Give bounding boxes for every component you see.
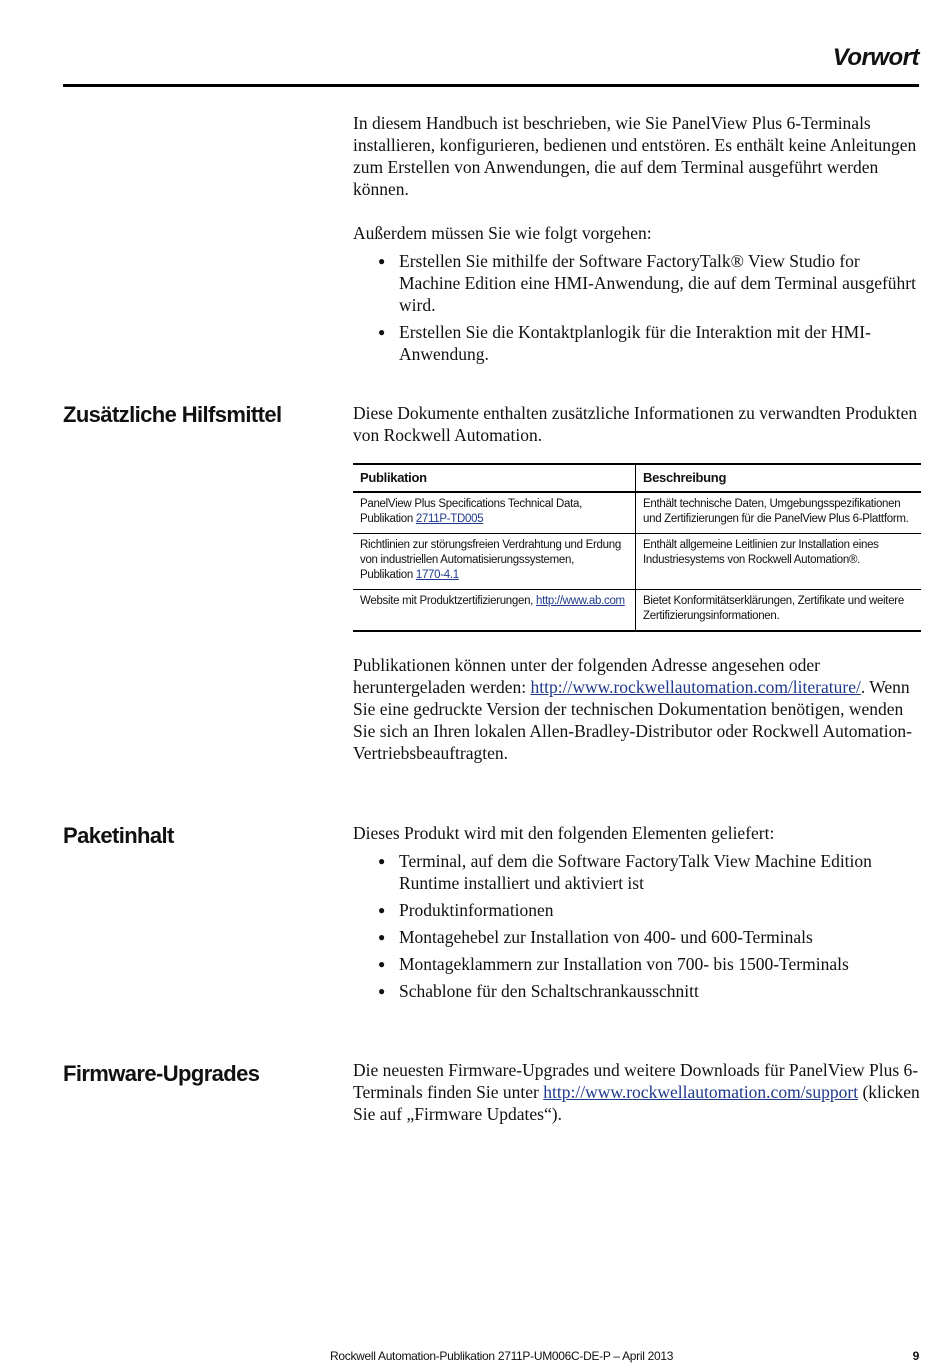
publication-link[interactable]: 2711P-TD005 [415,513,484,525]
bullet-icon: ● [378,930,386,944]
table-cell-publication: Website mit Produktzertifizierungen, http://www.ab.com [353,590,636,632]
table-cell-publication: PanelView Plus Specifications Technical Data, Publikation 2711P-TD005 [353,492,636,534]
table-cell-publication: Richtlinien zur störungsfreien Verdrahtung und Erdung von industriellen Automatisierungssystemen, Publikation 1770-4.1 [353,534,636,590]
section-title-firmware: Firmware-Upgrades [63,1061,260,1086]
table-row [353,492,921,534]
support-link[interactable]: http://www.rockwellautomation.com/support [543,1082,859,1102]
table-row [353,534,921,590]
table-header-row [353,464,921,492]
resources-after-paragraph: Publikationen können unter der folgenden Adresse angesehen oder heruntergeladen werden: http://www.rockwellautomation.com/literature/. Wenn Sie eine gedruckte Version der technischen Dokumentation benötigen, wenden Sie sich an Ihren lokalen Allen-Bradley-Distributor oder Rockwell Automation-Vertriebsbeauftragten. [353,655,912,763]
list-item: ● Montageklammern zur Installation von 700- bis 1500-Terminals [378,954,849,974]
list-item: ● Erstellen Sie mithilfe der Software FactoryTalk® View Studio for Machine Edition eine HMI-Anwendung, die auf dem Terminal ausgeführt wird. [378,251,916,315]
list-item: ● Produktinformationen [378,900,554,920]
intro-block [353,112,923,370]
bullet-icon: ● [378,254,386,268]
list-item: ● Terminal, auf dem die Software FactoryTalk View Machine Edition Runtime installiert und aktiviert ist [378,851,872,893]
bullet-icon: ● [378,854,386,868]
list-item: ● Erstellen Sie die Kontaktplanlogik für die Interaktion mit der HMI-Anwendung. [378,322,871,364]
publications-table [353,463,921,632]
bullet-icon: ● [378,984,386,998]
header-rule [63,84,919,87]
resources-intro: Diese Dokumente enthalten zusätzliche Informationen zu verwandten Produkten von Rockwell Automation. [353,403,918,445]
table-header-publication: Publikation [353,464,636,492]
list-item: ● Montagehebel zur Installation von 400- und 600-Terminals [378,927,813,947]
footer-publication: Rockwell Automation-Publikation 2711P-UM006C-DE-P – April 2013 [330,1349,674,1363]
package-block [353,822,923,1007]
intro-bullet-list [353,250,923,365]
package-bullet-list [353,850,923,1002]
package-intro: Dieses Produkt wird mit den folgenden Elementen geliefert: [353,823,775,843]
page-header-title: Vorwort [832,44,919,71]
table-cell-description: Enthält technische Daten, Umgebungsspezifikationen und Zertifizierungen für die PanelView Plus 6-Plattform. [636,492,922,534]
section-title-package: Paketinhalt [63,823,174,848]
website-link[interactable]: http://www.ab.com [535,595,625,607]
bullet-icon: ● [378,325,386,339]
publication-link[interactable]: 1770-4.1 [415,569,459,581]
table-header-description: Beschreibung [636,464,922,492]
table-cell-description: Bietet Konformitätserklärungen, Zertifikate und weitere Zertifizierungsinformationen. [636,590,922,632]
bullet-icon: ● [378,903,386,917]
literature-link[interactable]: http://www.rockwellautomation.com/literature/ [530,677,861,697]
intro-paragraph-2: Außerdem müssen Sie wie folgt vorgehen: [353,223,652,243]
table-cell-description: Enthält allgemeine Leitlinien zur Installation eines Industriesystems von Rockwell Automation®. [636,534,922,590]
table-row [353,590,921,632]
list-item: ● Schablone für den Schaltschrankausschnitt [378,981,699,1001]
section-title-resources: Zusätzliche Hilfsmittel [63,402,282,427]
firmware-block: Die neuesten Firmware-Upgrades und weitere Downloads für PanelView Plus 6-Terminals finden Sie unter http://www.rockwellautomation.com/support (klicken Sie auf „Firmware Updates“). [353,1060,920,1124]
footer-page-number: 9 [912,1349,919,1363]
bullet-icon: ● [378,957,386,971]
intro-paragraph: In diesem Handbuch ist beschrieben, wie Sie PanelView Plus 6-Terminals installieren, konfigurieren, bedienen und entstören. Es enthält keine Anleitungen zum Erstellen von Anwendungen, die auf dem Terminal ausgeführt werden können. [353,113,917,199]
